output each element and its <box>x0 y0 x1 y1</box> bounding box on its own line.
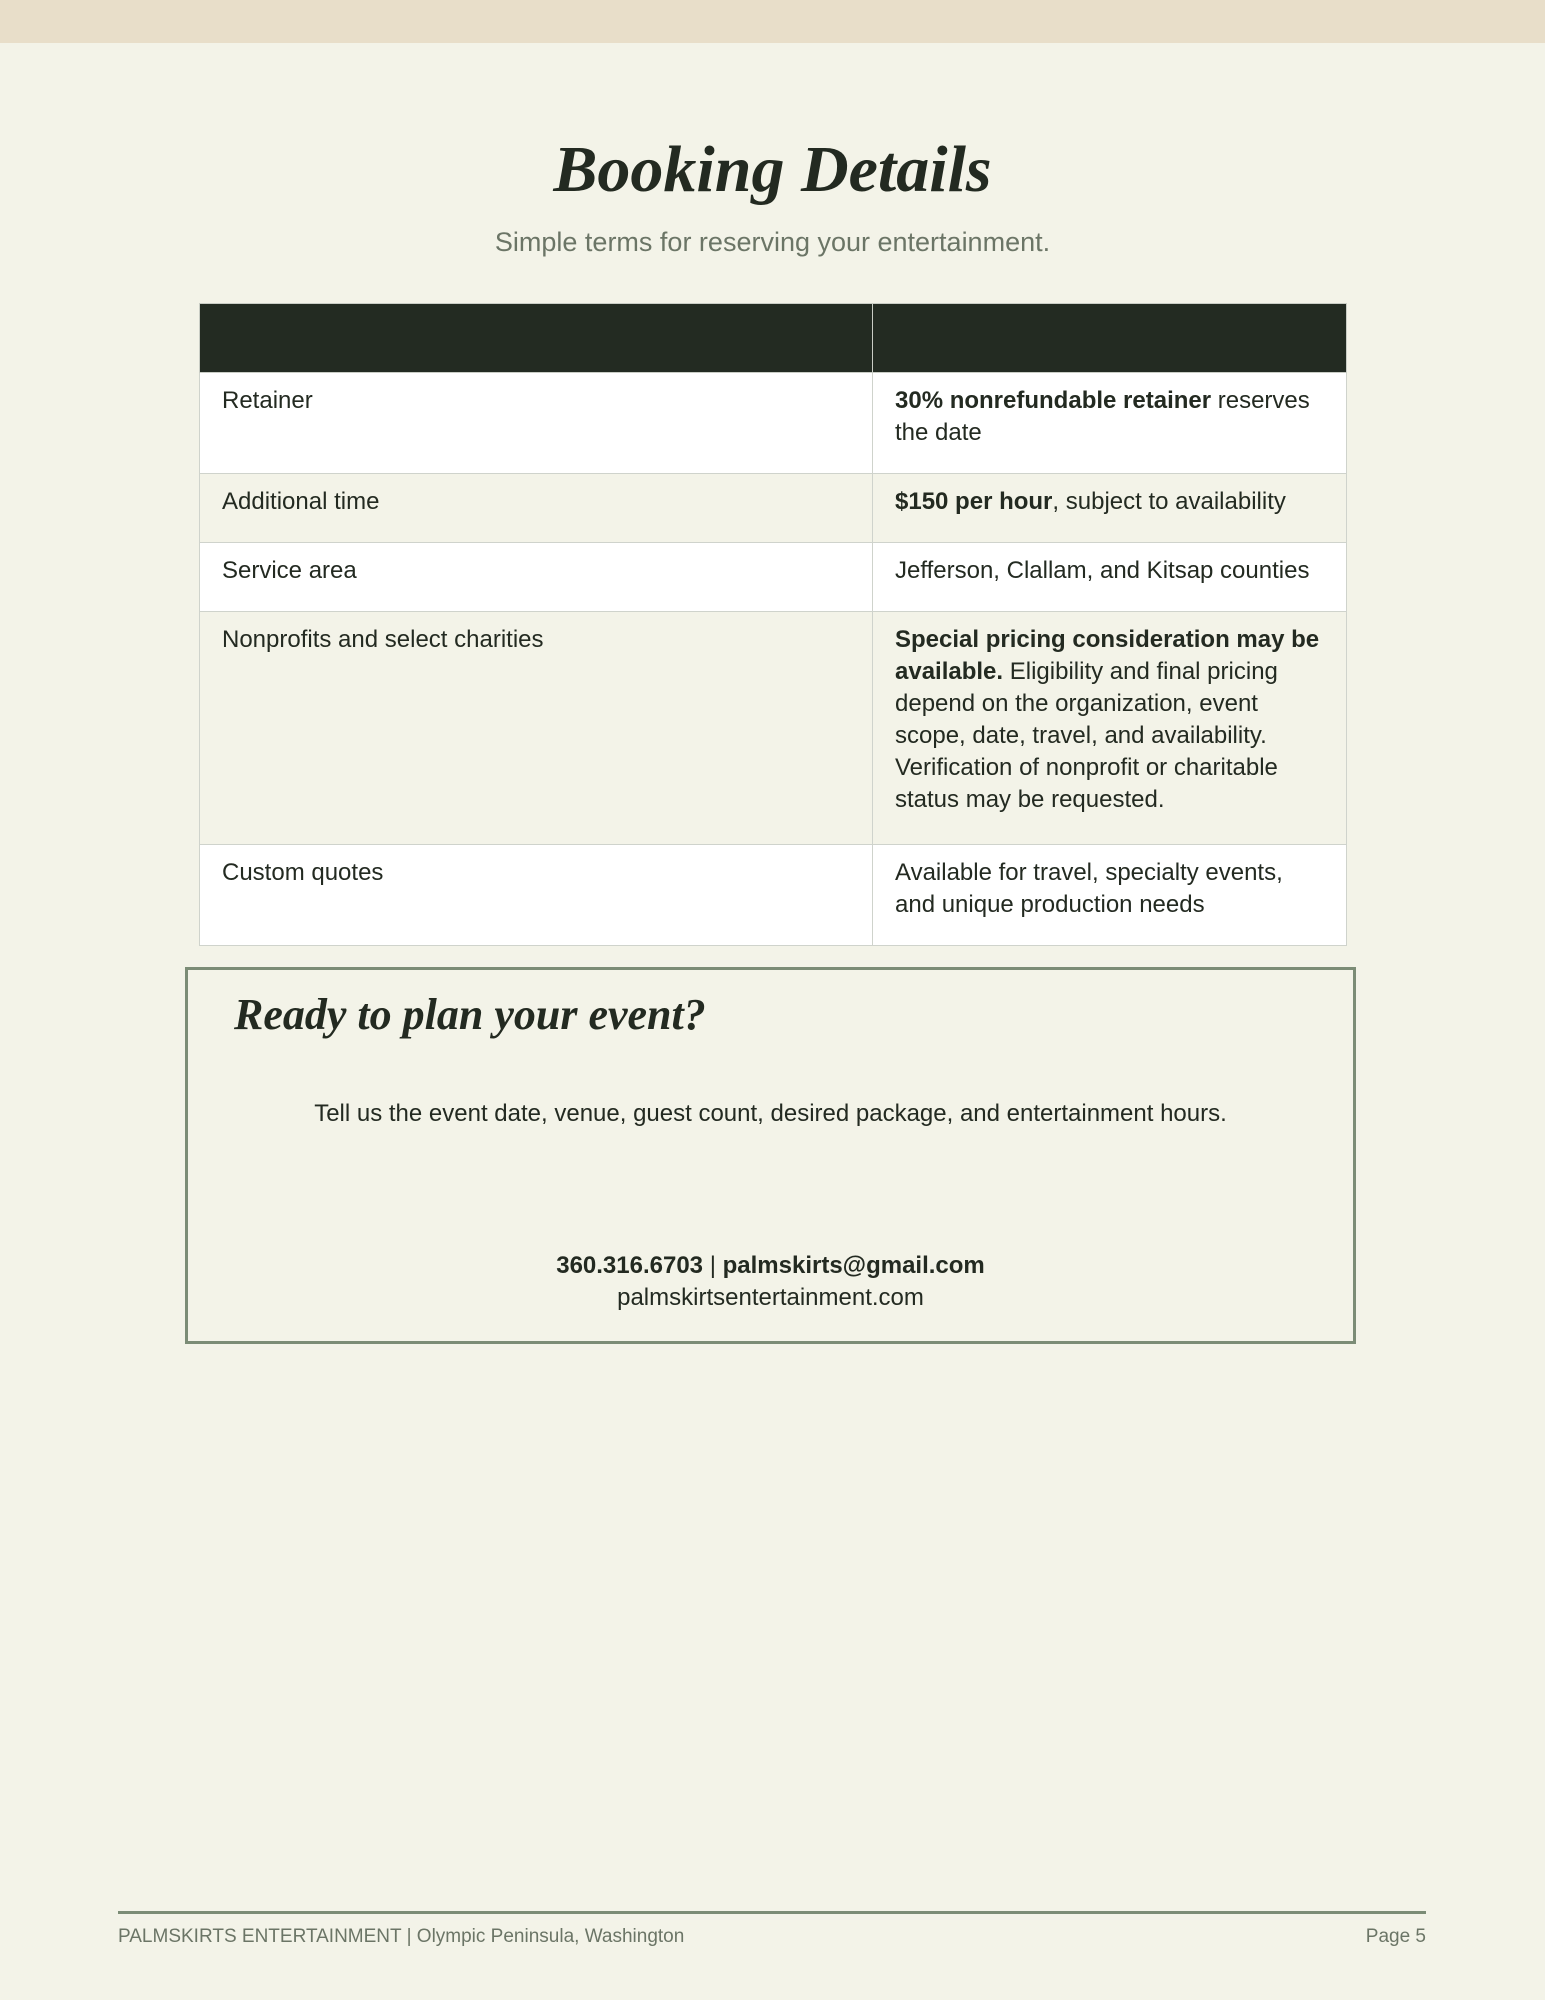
booking-terms-table <box>199 303 1347 946</box>
term-value <box>873 845 1347 946</box>
contact-line <box>188 1250 1353 1282</box>
contact-callout <box>185 967 1356 1344</box>
term-label: Nonprofits and select charities <box>200 612 873 845</box>
term-value-text: Available for travel, specialty events, and unique production needs <box>895 859 1283 918</box>
website-line <box>188 1282 1353 1314</box>
term-label: Service area <box>200 543 873 612</box>
term-value-emphasis: 30% nonrefundable retainer <box>895 387 1212 414</box>
term-value-text: Eligibility and final pricing depend on the organization, event scope, date, travel, and availability. Verification of nonprofit or charitable status may be requested. <box>895 658 1278 813</box>
phone-link[interactable]: 360.316.6703 <box>556 1252 704 1279</box>
top-band <box>0 0 1545 43</box>
table-row-nonprofits <box>200 612 1347 845</box>
contact-details <box>188 1250 1353 1314</box>
term-label: Custom quotes <box>200 845 873 946</box>
term-value <box>873 543 1347 612</box>
term-value <box>873 474 1347 543</box>
table-row-service-area <box>200 543 1347 612</box>
table-row-additional-time <box>200 474 1347 543</box>
table-row-custom-quotes <box>200 845 1347 946</box>
term-value-text: , subject to availability <box>1052 488 1286 515</box>
term-label: Retainer <box>200 373 873 474</box>
term-value-text: reserves the date <box>895 387 1310 446</box>
email-link[interactable]: palmskirts@gmail.com <box>722 1252 985 1279</box>
callout-heading: Ready to plan your event? <box>234 990 706 1039</box>
page-title: Booking Details <box>553 133 992 206</box>
page-number: Page 5 <box>1365 1926 1426 1947</box>
page-subtitle: Simple terms for reserving your entertainment. <box>494 227 1051 257</box>
footer-divider <box>118 1911 1426 1914</box>
table-header-term <box>200 304 873 373</box>
contact-separator: | <box>703 1252 723 1279</box>
table-header-row <box>200 304 1347 373</box>
term-value-text: Jefferson, Clallam, and Kitsap counties <box>895 557 1310 584</box>
term-value-emphasis: $150 per hour <box>895 488 1053 515</box>
callout-body: Tell us the event date, venue, guest count, desired package, and entertainment hours. <box>314 1100 1227 1127</box>
table-row-retainer <box>200 373 1347 474</box>
term-value <box>873 373 1347 474</box>
term-label: Additional time <box>200 474 873 543</box>
footer-company: PALMSKIRTS ENTERTAINMENT | Olympic Peninsula, Washington <box>118 1926 685 1947</box>
website-link[interactable]: palmskirtsentertainment.com <box>617 1284 924 1311</box>
term-value-emphasis: Special pricing consideration may be available. <box>895 626 1320 685</box>
term-value <box>873 612 1347 845</box>
table-header-detail <box>873 304 1347 373</box>
